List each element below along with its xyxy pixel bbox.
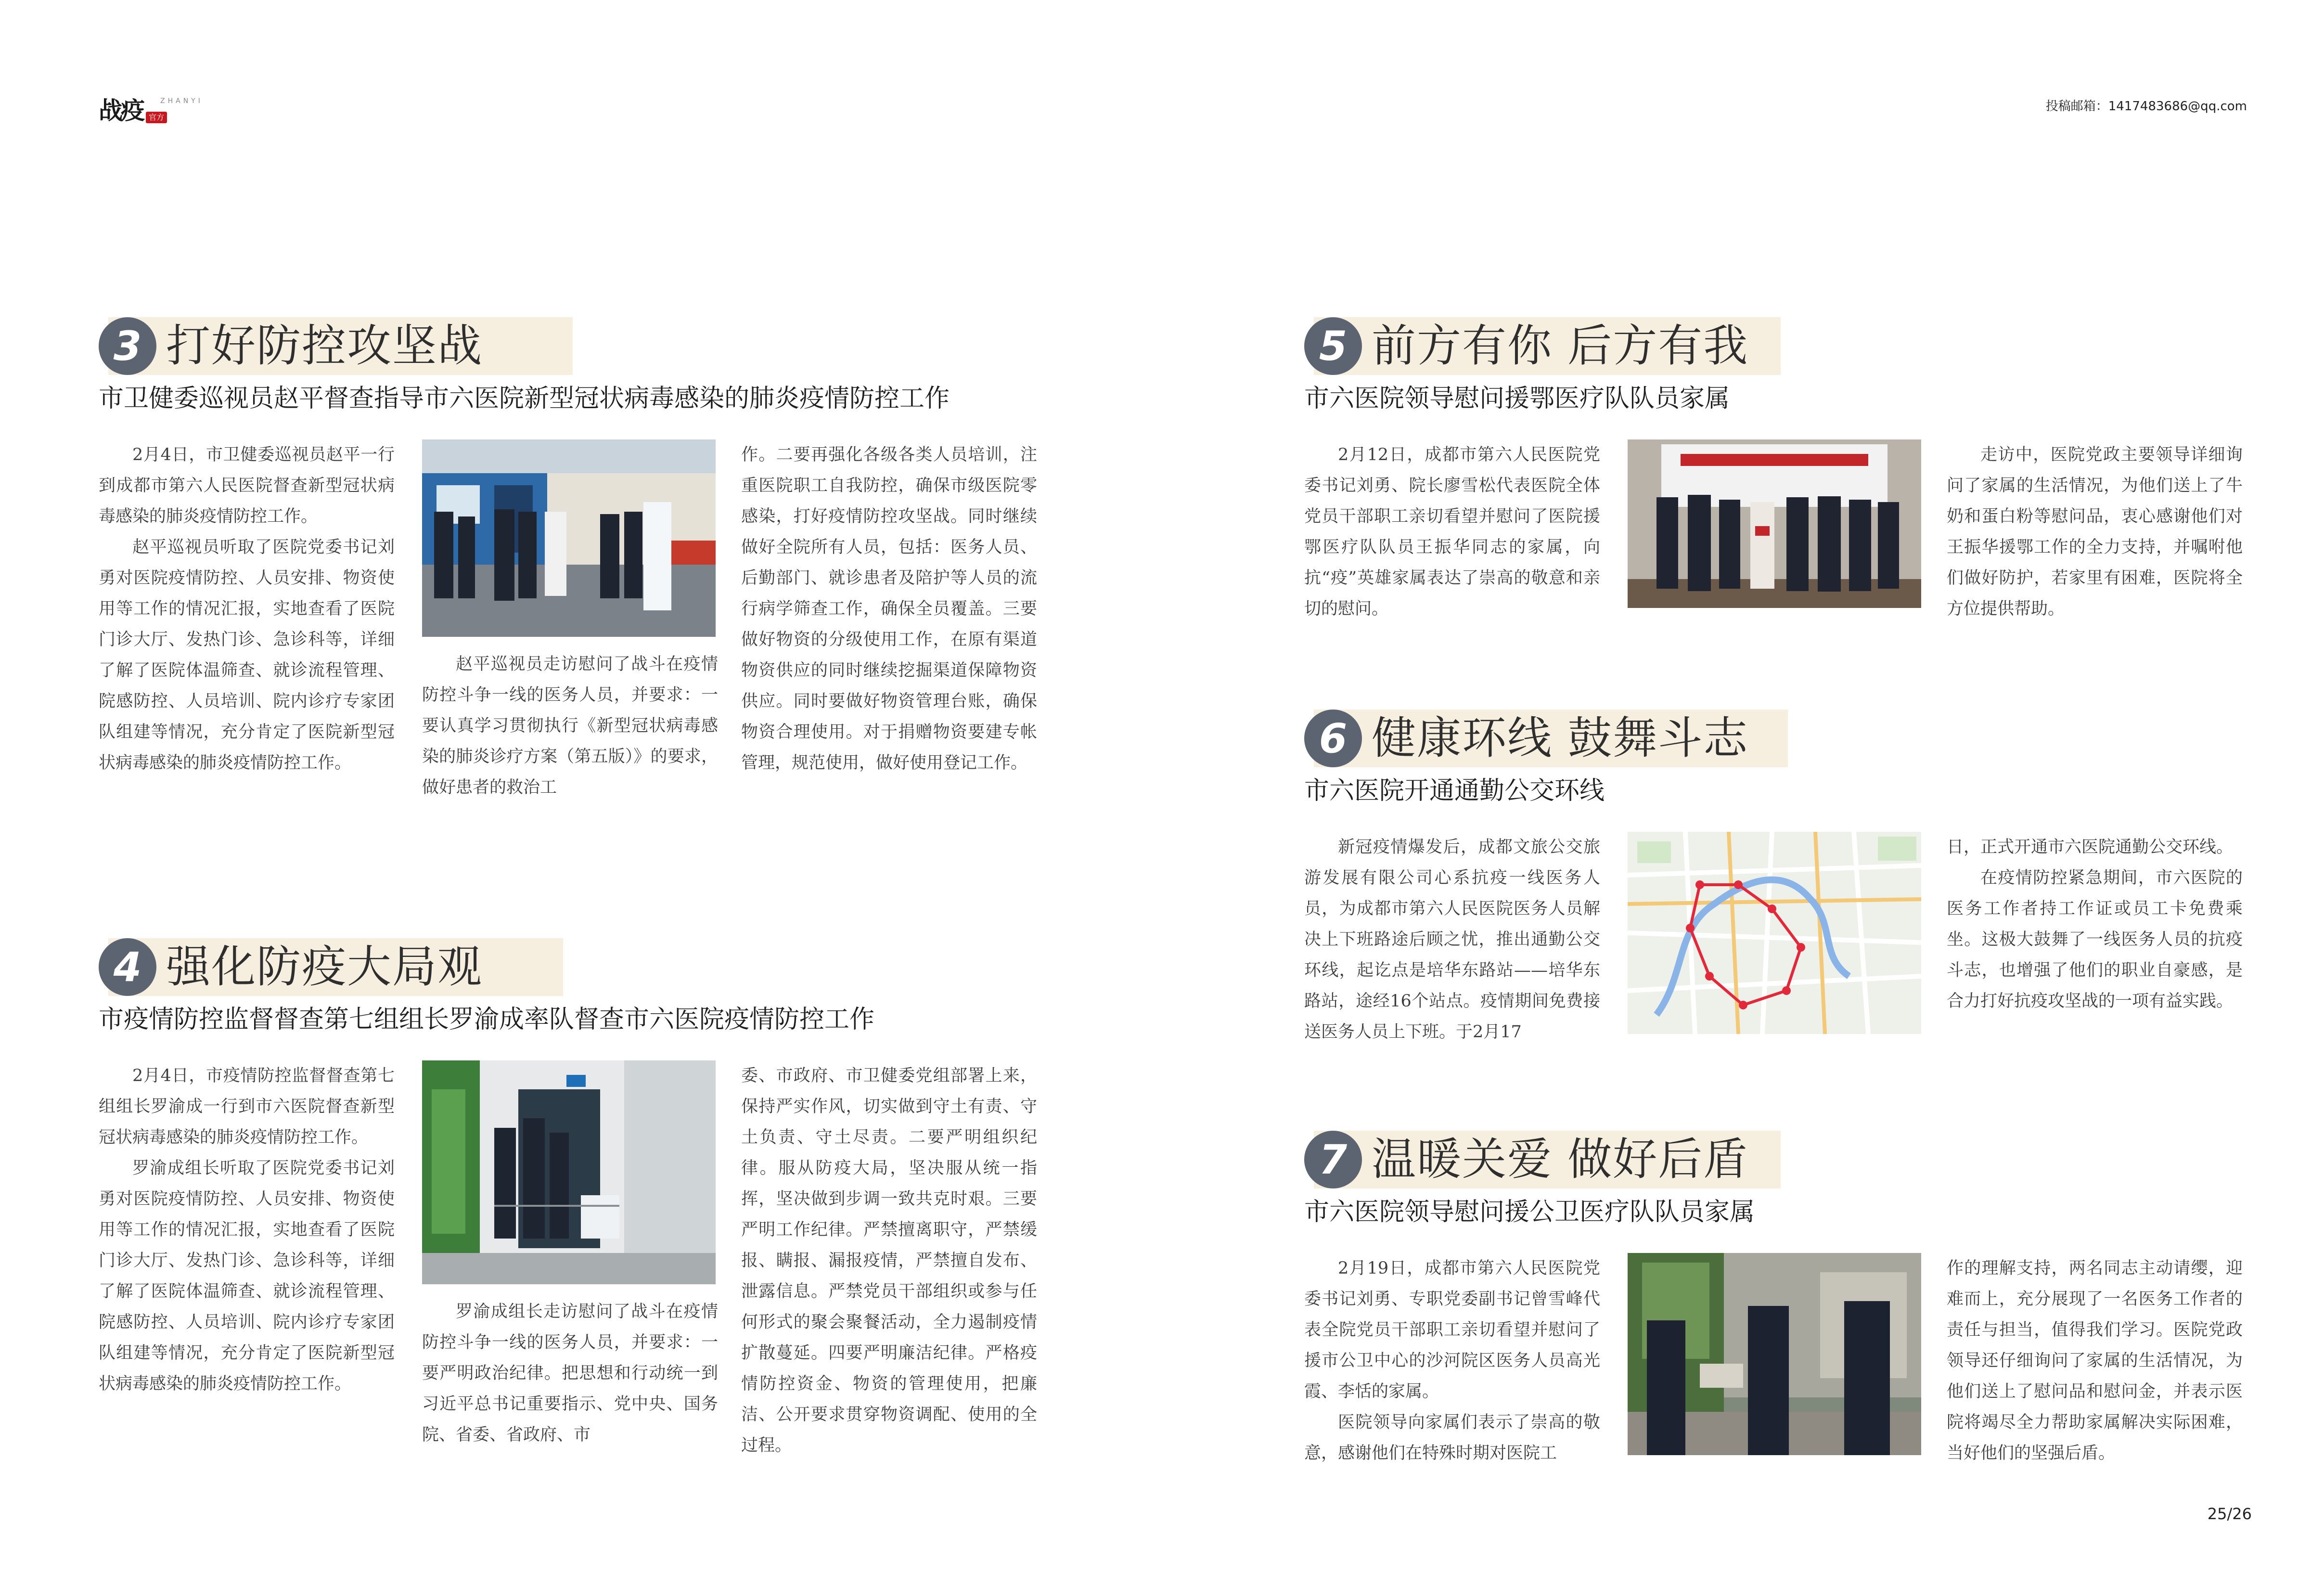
section-number: 4 bbox=[99, 938, 156, 996]
section-4 bbox=[99, 936, 1037, 1465]
section-subtitle: 市疫情防控监督督查第七组组长罗渝成率队督查市六医院疫情防控工作 bbox=[99, 1005, 875, 1034]
article-column-3 bbox=[741, 1060, 1037, 1461]
article-column-1 bbox=[1304, 1253, 1600, 1469]
paragraph: 罗渝成组长听取了医院党委书记刘勇对医院疫情防控、人员安排、物资使用等工作的情况汇报，实地查看了医院门诊大厅、发热门诊、急诊科等，详细了解了医院体温筛查、就诊流程管理、院感防控、人员培训、院内诊疗专家团队组建等情况，充分肯定了医院新型冠状病毒感染的肺炎疫情防控工作。 bbox=[99, 1159, 395, 1394]
logo-badge: 官方 bbox=[146, 112, 167, 123]
visit-photo bbox=[1628, 439, 1921, 608]
photo-inspection-scene bbox=[422, 439, 716, 637]
condolence-photo bbox=[1628, 1253, 1921, 1455]
article-column-3 bbox=[1947, 832, 2243, 1017]
section-title: 强化防疫大局观 bbox=[166, 941, 483, 993]
paragraph: 走访中，医院党政主要领导详细询问了家属的生活情况，为他们送上了牛奶和蛋白粉等慰问品，衷心感谢他们对王振华援鄂工作的全力支持，并嘱咐他们做好防护，若家里有困难，医院将全方位提供帮助。 bbox=[1947, 445, 2243, 619]
paragraph: 作的理解支持，两名同志主动请缨，迎难而上，充分展现了一名医务工作者的责任与担当，值得我们学习。医院党政领导还仔细询问了家属的生活情况，为他们送上了慰问品和慰问金，并表示医院将竭尽全力帮助家属解决实际困难，当好他们的坚强后盾。 bbox=[1947, 1259, 2243, 1463]
article-column-1 bbox=[99, 439, 395, 778]
page-number: 25/26 bbox=[2207, 1505, 2252, 1523]
logo-text: 战疫 bbox=[99, 97, 143, 125]
section-header bbox=[99, 315, 1037, 377]
photo-supervision-scene bbox=[422, 1060, 716, 1284]
logo-subtitle: ZHANYI bbox=[160, 97, 203, 105]
paragraph: 2月4日，市卫健委巡视员赵平一行到成都市第六人民医院督查新型冠状病毒感染的肺炎疫情防控工作。 bbox=[99, 445, 395, 526]
supervision-photo bbox=[422, 1060, 716, 1284]
submission-email: 投稿邮箱：1417483686@qq.com bbox=[2045, 99, 2247, 114]
section-header bbox=[99, 936, 1037, 998]
inspection-photo bbox=[422, 439, 716, 637]
article-column-2 bbox=[422, 1296, 718, 1450]
section-5 bbox=[1304, 315, 2243, 632]
section-number: 5 bbox=[1304, 317, 1362, 375]
paragraph: 医院领导向家属们表示了崇高的敬意，感谢他们在特殊时期对医院工 bbox=[1304, 1413, 1600, 1463]
section-subtitle: 市六医院开通通勤公交环线 bbox=[1304, 776, 1605, 805]
magazine-logo bbox=[99, 96, 209, 125]
article-column-3 bbox=[1947, 1253, 2243, 1469]
article-column-2 bbox=[422, 649, 718, 803]
paragraph: 日，正式开通市六医院通勤公交环线。 bbox=[1947, 838, 2234, 857]
section-subtitle: 市六医院领导慰问援鄂医疗队队员家属 bbox=[1304, 384, 1730, 413]
paragraph: 2月19日，成都市第六人民医院党委书记刘勇、专职党委副书记曾雪峰代表全院党员干部职工亲切看望并慰问了援市公卫中心的沙河院区医务人员高光霞、李恬的家属。 bbox=[1304, 1259, 1600, 1401]
section-subtitle: 市卫健委巡视员赵平督查指导市六医院新型冠状病毒感染的肺炎疫情防控工作 bbox=[99, 384, 950, 413]
section-3 bbox=[99, 315, 1037, 825]
section-title: 打好防控攻坚战 bbox=[166, 320, 483, 372]
paragraph: 2月4日，市疫情防控监督督查第七组组长罗渝成一行到市六医院督查新型冠状病毒感染的肺炎疫情防控工作。 bbox=[99, 1066, 395, 1147]
section-title: 健康环线 鼓舞斗志 bbox=[1372, 712, 1749, 764]
paragraph: 罗渝成组长走访慰问了战斗在疫情防控斗争一线的医务人员，并要求：一要严明政治纪律。把思想和行动统一到习近平总书记重要指示、党中央、国务院、省委、省政府、市 bbox=[422, 1302, 718, 1445]
section-6 bbox=[1304, 708, 2243, 1053]
bus-route-map bbox=[1628, 832, 1921, 1034]
photo-condolence-visit bbox=[1628, 1253, 1921, 1455]
article-column-1 bbox=[1304, 832, 1600, 1047]
section-header bbox=[1304, 315, 2243, 377]
paragraph: 作。二要再强化各级各类人员培训，注重医院职工自我防控，确保市级医院零感染，打好疫情防控攻坚战。同时继续做好全院所有人员，包括：医务人员、后勤部门、就诊患者及陪护等人员的流行病学筛查工作，确保全员覆盖。三要做好物资的分级使用工作，在原有渠道物资供应的同时继续挖掘渠道保障物资供应。同时要做好物资管理台账，确保物资合理使用。对于捐赠物资要建专帐管理，规范使用，做好使用登记工作。 bbox=[741, 445, 1037, 773]
paragraph: 委、市政府、市卫健委党组部署上来，保持严实作风，切实做到守土有责、守土负责、守土尽责。二要严明组织纪律。服从防疫大局，坚决服从统一指挥，坚决做到步调一致共克时艰。三要严明工作纪律。严禁擅离职守，严禁缓报、瞒报、漏报疫情，严禁擅自发布、泄露信息。严禁党员干部组织或参与任何形式的聚会聚餐活动，全力遏制疫情扩散蔓延。四要严明廉洁纪律。严格疫情防控资金、物资的管理使用，把廉洁、公开要求贯穿物资调配、使用的全过程。 bbox=[741, 1066, 1037, 1455]
section-title: 前方有你 后方有我 bbox=[1372, 320, 1749, 372]
paragraph: 赵平巡视员听取了医院党委书记刘勇对医院疫情防控、人员安排、物资使用等工作的情况汇报，实地查看了医院门诊大厅、发热门诊、急诊科等，详细了解了医院体温筛查、就诊流程管理、院感防控、人员培训、院内诊疗专家团队组建等情况，充分肯定了医院新型冠状病毒感染的肺炎疫情防控工作。 bbox=[99, 538, 395, 773]
map-commuter-route bbox=[1628, 832, 1921, 1034]
photo-family-visit bbox=[1628, 439, 1921, 608]
section-header bbox=[1304, 708, 2243, 769]
article-column-1 bbox=[99, 1060, 395, 1399]
section-7 bbox=[1304, 1129, 2243, 1474]
article-column-3 bbox=[1947, 439, 2243, 624]
section-subtitle: 市六医院领导慰问援公卫医疗队队员家属 bbox=[1304, 1198, 1755, 1227]
paragraph: 在疫情防控紧急期间，市六医院的医务工作者持工作证或员工卡免费乘坐。这极大鼓舞了一线医务人员的抗疫斗志，也增强了他们的职业自豪感，是合力打好抗疫攻坚战的一项有益实践。 bbox=[1947, 868, 2243, 1011]
section-title: 温暖关爱 做好后盾 bbox=[1372, 1134, 1749, 1185]
article-column-1 bbox=[1304, 439, 1600, 624]
paragraph: 2月12日，成都市第六人民医院党委书记刘勇、院长廖雪松代表医院全体党员干部职工亲切看望并慰问了医院援鄂医疗队队员王振华同志的家属，向抗“疫”英雄家属表达了崇高的敬意和亲切的慰问。 bbox=[1304, 445, 1600, 619]
section-header bbox=[1304, 1129, 2243, 1190]
section-number: 3 bbox=[99, 317, 156, 375]
section-number: 6 bbox=[1304, 710, 1362, 767]
paragraph: 新冠疫情爆发后，成都文旅公交旅游发展有限公司心系抗疫一线医务人员，为成都市第六人民医院医务人员解决上下班路途后顾之忧，推出通勤公交环线，起讫点是培华东路站——培华东路站，途经16个站点。疫情期间免费接送医务人员上下班。于2月17 bbox=[1304, 838, 1600, 1042]
section-number: 7 bbox=[1304, 1131, 1362, 1188]
article-column-3 bbox=[741, 439, 1037, 778]
paragraph: 赵平巡视员走访慰问了战斗在疫情防控斗争一线的医务人员，并要求：一要认真学习贯彻执行《新型冠状病毒感染的肺炎诊疗方案（第五版）》的要求，做好患者的救治工 bbox=[422, 655, 718, 797]
